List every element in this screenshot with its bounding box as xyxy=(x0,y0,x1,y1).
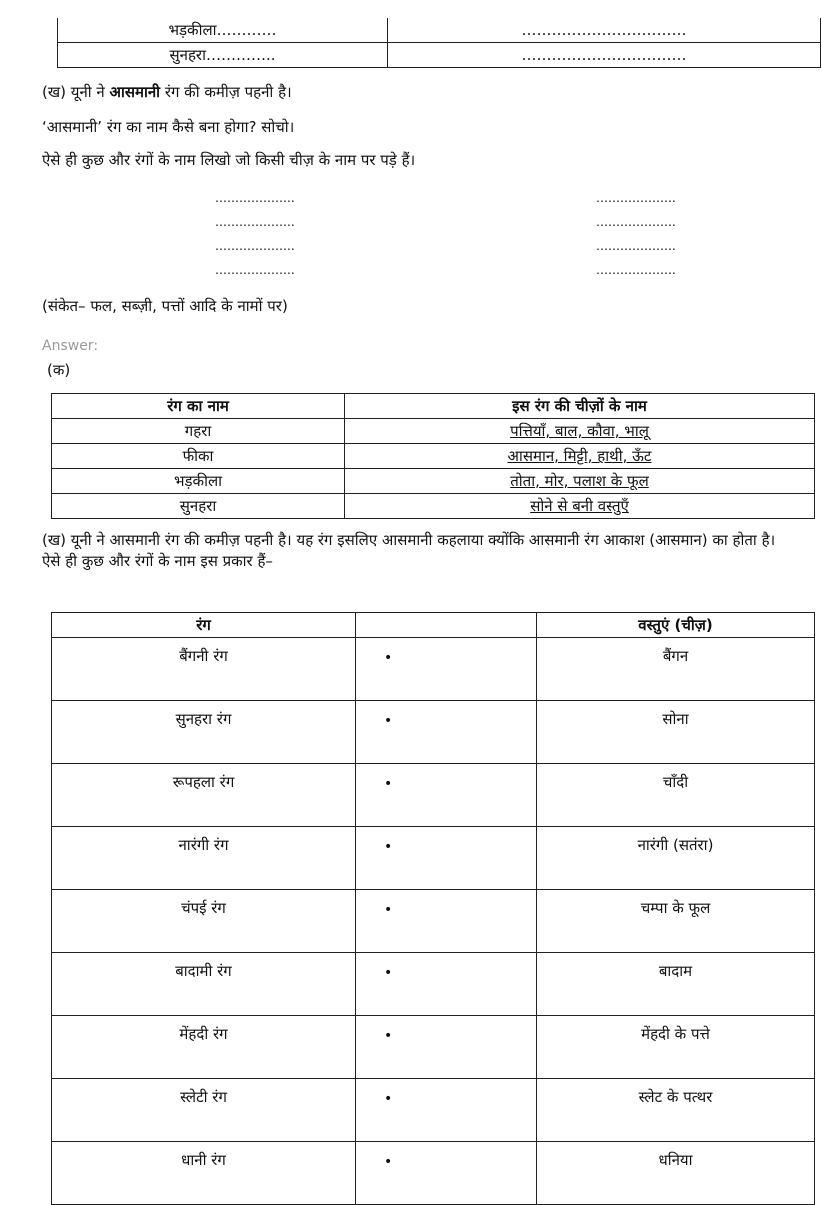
table-row xyxy=(52,444,815,469)
table-row xyxy=(58,43,821,68)
hint-text: (संकेत– फल, सब्ज़ी, पत्तों आदि के नामों पर) xyxy=(42,297,288,315)
object-name-cell: धनिया xyxy=(537,1142,815,1205)
bullet-cell: • xyxy=(356,638,537,701)
bullet-cell: • xyxy=(356,890,537,953)
object-name-cell: सोना xyxy=(537,701,815,764)
color-name-cell: रूपहला रंग xyxy=(52,764,356,827)
table-row xyxy=(52,1142,815,1205)
question-text: रंग की कमीज़ पहनी है। xyxy=(160,83,292,101)
object-name-cell: बैंगन xyxy=(537,638,815,701)
color-name-cell: चंपई रंग xyxy=(52,890,356,953)
blank-line: ……………….. xyxy=(596,191,676,205)
object-name-cell: चाँदी xyxy=(537,764,815,827)
table-row xyxy=(52,890,815,953)
table-row xyxy=(52,494,815,519)
object-name-cell: चम्पा के फूल xyxy=(537,890,815,953)
blank-list-left xyxy=(215,186,295,282)
bold-word: आसमानी xyxy=(109,83,161,101)
table-header-row xyxy=(52,613,815,638)
table-row xyxy=(58,18,821,43)
object-name-cell: मेंहदी के पत्ते xyxy=(537,1016,815,1079)
table-row xyxy=(52,419,815,444)
table-cell: पत्तियाँ, बाल, कौवा, भालू xyxy=(345,419,815,444)
answer-part-label: (क) xyxy=(47,361,71,379)
table-row xyxy=(52,827,815,890)
table-cell: …………………………… xyxy=(388,43,821,68)
table-cell: सुनहरा………….. xyxy=(58,43,388,68)
blank-line: ……………….. xyxy=(215,263,295,277)
question-kh-line2: ‘आसमानी’ रंग का नाम कैसे बना होगा? सोचो। xyxy=(42,118,295,136)
column-header xyxy=(356,613,537,638)
answer-kh-paragraph xyxy=(42,530,802,572)
table-cell: गहरा xyxy=(52,419,345,444)
fill-in-table xyxy=(57,18,821,68)
column-header: रंग का नाम xyxy=(52,394,345,419)
color-name-cell: नारंगी रंग xyxy=(52,827,356,890)
color-name-cell: मेंहदी रंग xyxy=(52,1016,356,1079)
table-row xyxy=(52,764,815,827)
answer-text: (ख) यूनी ने आसमानी रंग की कमीज़ पहनी है। यह रंग इसलिए आसमानी कहलाया क्योंकि आसमानी रंग आकाश (आसमान) का होता है। xyxy=(42,531,776,549)
table-cell: भड़कीला xyxy=(52,469,345,494)
bullet-cell: • xyxy=(356,764,537,827)
bullet-cell: • xyxy=(356,1016,537,1079)
object-name-cell: बादाम xyxy=(537,953,815,1016)
question-text: (ख) यूनी ने xyxy=(42,83,110,101)
column-header: इस रंग की चीज़ों के नाम xyxy=(345,394,815,419)
table-cell: सोने से बनी वस्तुएँ xyxy=(345,494,815,519)
blank-line: ……………….. xyxy=(215,215,295,229)
color-name-cell: सुनहरा रंग xyxy=(52,701,356,764)
blank-line: ……………….. xyxy=(596,239,676,253)
bullet-cell: • xyxy=(356,1142,537,1205)
object-name-cell: नारंगी (सतंरा) xyxy=(537,827,815,890)
bullet-cell: • xyxy=(356,1079,537,1142)
table-row xyxy=(52,701,815,764)
table-cell: भड़कीला………… xyxy=(58,18,388,43)
color-name-cell: बैंगनी रंग xyxy=(52,638,356,701)
column-header: रंग xyxy=(52,613,356,638)
color-name-cell: बादामी रंग xyxy=(52,953,356,1016)
blank-list-right xyxy=(596,186,676,282)
blank-line: ……………….. xyxy=(215,191,295,205)
question-kh-line3: ऐसे ही कुछ और रंगों के नाम लिखो जो किसी चीज़ के नाम पर पड़े हैं। xyxy=(42,151,416,169)
table-cell: आसमान, मिट्टी, हाथी, ऊँट xyxy=(345,444,815,469)
blank-line: ……………….. xyxy=(596,263,676,277)
answer-text: ऐसे ही कुछ और रंगों के नाम इस प्रकार हैं– xyxy=(42,552,273,570)
bullet-cell: • xyxy=(356,701,537,764)
object-name-cell: स्लेट के पत्थर xyxy=(537,1079,815,1142)
table-row xyxy=(52,638,815,701)
table-cell: सुनहरा xyxy=(52,494,345,519)
blank-line: ……………….. xyxy=(215,239,295,253)
answer-label: Answer: xyxy=(42,338,99,354)
table-header-row xyxy=(52,394,815,419)
answer-table xyxy=(51,393,815,519)
colors-table xyxy=(51,612,815,1205)
blank-line: ……………….. xyxy=(596,215,676,229)
bullet-cell: • xyxy=(356,827,537,890)
table-row xyxy=(52,469,815,494)
table-cell: तोता, मोर, पलाश के फूल xyxy=(345,469,815,494)
table-cell: फीका xyxy=(52,444,345,469)
table-row xyxy=(52,953,815,1016)
color-name-cell: स्लेटी रंग xyxy=(52,1079,356,1142)
table-cell: …………………………… xyxy=(388,18,821,43)
table-row xyxy=(52,1079,815,1142)
bullet-cell: • xyxy=(356,953,537,1016)
question-kh-line1 xyxy=(42,82,292,102)
color-name-cell: धानी रंग xyxy=(52,1142,356,1205)
table-row xyxy=(52,1016,815,1079)
column-header: वस्तुएं (चीज़) xyxy=(537,613,815,638)
